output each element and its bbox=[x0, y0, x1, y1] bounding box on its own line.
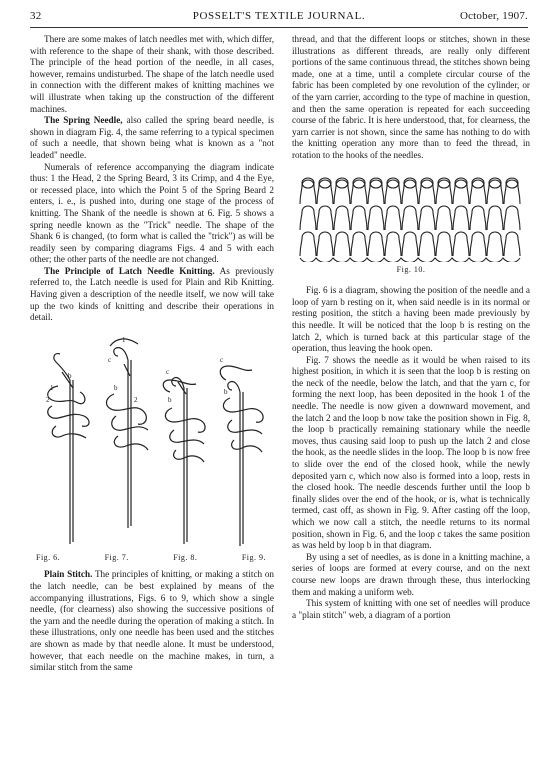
knit-loop bbox=[504, 206, 520, 230]
knit-loop bbox=[402, 206, 418, 230]
header-rule bbox=[30, 27, 528, 28]
fig-label: c bbox=[220, 355, 224, 364]
knit-loop bbox=[385, 232, 401, 256]
needle-fig-6 bbox=[48, 353, 89, 543]
figure-10-knit-fabric bbox=[292, 170, 530, 262]
paragraph: Fig. 7 shows the needle as it would be when raised to its highest position, in which it is seen that the loop b is resting on the neck of the needle, below the latch, and that the yarn c, for forming the next loop, has been deposited in the hook 1 of the needle. The needle is now given a downward movement, and the latch 2 and the loop b now take the position shown in Fig. 8, the loop b practically remaining stationary while the needle moves, thus causing said loop to push up the latch 2 and close the hook, as the needle slides in the loop. The loop b is now free to slide over the end of the closed hook, while the newly deposited yarn c, which now also is formed into a loop, rests in the closed hook. The needle descends further until the loop b finally slides over the end of the hook, or is, what is technically termed, cast off, as shown in Fig. 9. After casting off the loop, which we now call a stitch, the needle returns to its normal position, shown in Fig. 6, and the loop c takes the same position as was held by loop b in that diagram. bbox=[292, 354, 530, 551]
knit-loop bbox=[317, 232, 333, 256]
caption-fig-9: Fig. 9. bbox=[241, 552, 266, 562]
right-column bbox=[292, 34, 530, 621]
fig-label: 2 bbox=[134, 395, 138, 404]
paragraph: The Principle of Latch Needle Knitting. As previously referred to, the Latch needle is used for Plain and Rib Knitting. Having given a description of the needle itself, we now will take up the two kinds of knitting and describe their operations in detail. bbox=[30, 265, 275, 323]
knit-loop bbox=[334, 206, 350, 230]
page-number: 32 bbox=[30, 10, 42, 22]
paragraph: The Spring Needle, also called the spring beard needle, is shown in diagram Fig. 4, the same referring to a typical specimen of such a needle, that shown being what is known as a "not leaded" needle. bbox=[30, 115, 274, 160]
caption-fig-7: Fig. 7. bbox=[104, 552, 129, 562]
knit-loop bbox=[368, 206, 384, 230]
fig-label: c bbox=[108, 355, 112, 364]
knit-loop bbox=[300, 232, 316, 256]
caption-fig-6: Fig. 6. bbox=[36, 552, 61, 562]
knit-loop bbox=[453, 232, 469, 256]
paragraph: Fig. 6 is a diagram, showing the position of the needle and a loop of yarn b resting on it, when said needle is in its normal or resting position, the stitch a having been made previously by this needle. It will be noticed that the loop b is resting on the latch 2, which is turned back at this particular stage of the operation, thus leaving the hook open. bbox=[292, 285, 530, 354]
paragraph: Numerals of reference accompanying the diagram indicate thus: 1 the Head, 2 the Spring Beard, 3 its Crimp, and 4 the Eye, or recessed place, into which the Point 5 of the Spring Beard 2 enters, i. e., is pushed into, during one stage of the process of knitting. The Shank of the needle is shown at 6. Fig. 5 shows a spring needle known as the "Trick" needle. The shape of the Shank 6 is changed, (to form what is called the "trick") as will be readily seen by comparing diagrams Figs. 4 and 5 with each other; the other parts of the needle are not changed. bbox=[30, 161, 274, 265]
knit-loop bbox=[402, 232, 418, 256]
knit-loop bbox=[470, 232, 486, 256]
knit-loop bbox=[419, 206, 435, 230]
fig-label: 1 bbox=[122, 335, 126, 344]
knit-loop bbox=[351, 232, 367, 256]
knit-bottom-edge bbox=[300, 258, 520, 262]
section-heading: The Spring Needle, bbox=[44, 115, 123, 126]
running-header bbox=[30, 10, 528, 26]
fig-label: b bbox=[68, 371, 72, 380]
fig-label: b bbox=[114, 383, 118, 392]
knit-loop bbox=[453, 206, 469, 230]
knit-loop bbox=[436, 206, 452, 230]
section-heading: Plain Stitch. bbox=[44, 569, 93, 580]
paragraph: By using a set of needles, as is done in a knitting machine, a series of loops are formed at every course, and on the next course new loops are drawn through these, thus interlocking them and making a uniform web. bbox=[292, 551, 530, 597]
fig-label: 1 bbox=[50, 383, 54, 392]
knit-loop bbox=[504, 232, 520, 256]
fig-label: b bbox=[168, 395, 172, 404]
knit-loop bbox=[317, 206, 333, 230]
paragraph: Plain Stitch. The principles of knitting, or making a stitch on the latch needle, can be best explained by means of the accompanying illustrations, Figs. 6 to 9, which show a single needle, (for clearness) also showing the successive positions of the yarn and the needle during the operation of making a stitch. In these illustrations, only one needle has been used and the stitches are shown as made by that needle alone. It must be understood, however, that each needle on the machine makes, in turn, a similar stitch from the same bbox=[30, 569, 275, 673]
fig-label: c bbox=[166, 367, 170, 376]
caption-fig-10: Fig. 10. bbox=[396, 264, 426, 274]
paragraph: thread, and that the different loops or stitches, shown in these illustrations as different threads, are really only different portions of the same continuous thread, the stitches shown being made, one at a time, until a complete circular course of the fabric has been completed by one revolution of the cylinder, or of the yarn carrier, according to the type of machine in question, and then the same operation is repeated for each succeeding course of the fabric. It is here understood, that, for clearness, the yarn carrier is not shown, since the same has nothing to do with the knitting operation any more than to feed the thread, in rotation to the hooks of the needles. bbox=[292, 34, 530, 160]
figure-captions bbox=[30, 552, 274, 564]
caption-fig-8: Fig. 8. bbox=[173, 552, 198, 562]
paragraph: There are some makes of latch needles met with, which differ, with reference to the shape of their shank, with those described. The principle of the head portion of the needle, in all cases, however, remains undisturbed. The shape of the latch needle used in connection with the different makes of knitting machines we will illustrate when taking up the construction of the different machines. bbox=[30, 34, 274, 114]
fig-label: 2 bbox=[46, 395, 50, 404]
figures-6-to-9 bbox=[30, 332, 274, 550]
knit-loop bbox=[300, 206, 316, 230]
knit-loop bbox=[470, 206, 486, 230]
issue-date: October, 1907. bbox=[459, 10, 528, 22]
knit-loop bbox=[385, 206, 401, 230]
knit-loop bbox=[487, 206, 503, 230]
knit-loop bbox=[334, 232, 350, 256]
journal-title: POSSELT'S TEXTILE JOURNAL. bbox=[192, 10, 366, 22]
paragraph: This system of knitting with one set of needles will produce a "plain stitch" web, a diagram of a portion bbox=[292, 598, 530, 620]
knit-loop bbox=[368, 232, 384, 256]
knit-loop bbox=[419, 232, 435, 256]
knit-loop bbox=[351, 206, 367, 230]
left-column bbox=[30, 34, 274, 674]
knit-loop bbox=[487, 232, 503, 256]
needle-fig-7 bbox=[107, 339, 149, 528]
fig-label: b bbox=[224, 387, 228, 396]
section-heading: The Principle of Latch Needle Knitting. bbox=[44, 265, 215, 276]
knit-loop bbox=[436, 232, 452, 256]
